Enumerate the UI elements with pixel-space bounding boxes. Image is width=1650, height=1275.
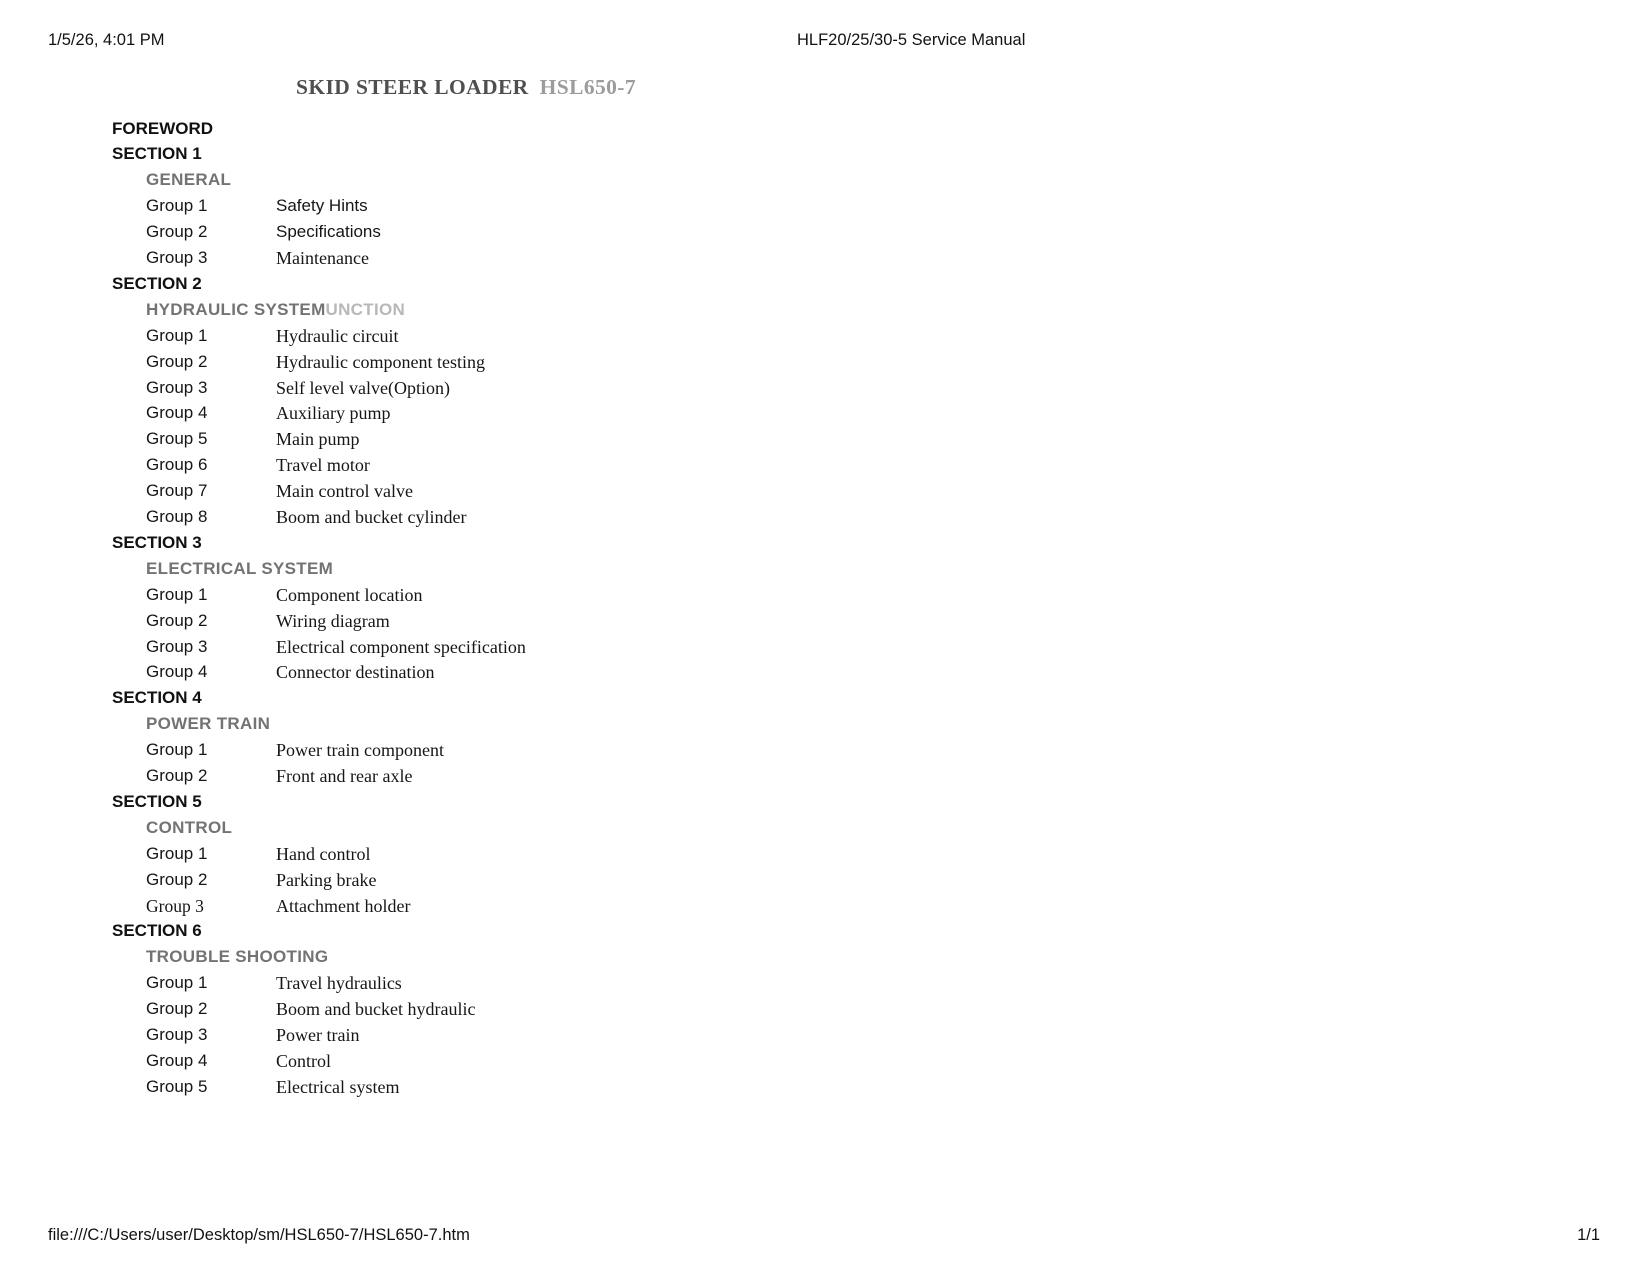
toc-group-description: Control: [276, 1050, 332, 1071]
toc-group-row: [0, 504, 1650, 530]
toc-group-description: Attachment holder: [276, 895, 411, 916]
toc-group-description: Boom and bucket hydraulic: [276, 999, 476, 1020]
toc-section-subheading: [0, 815, 1650, 841]
toc-section-subheading: [0, 167, 1650, 193]
toc-group-row: [0, 659, 1650, 685]
toc-section-heading: [0, 685, 1650, 711]
toc-group-description: Front and rear axle: [276, 766, 413, 786]
toc-section-heading: [0, 789, 1650, 815]
toc-section-heading: [0, 918, 1650, 944]
toc-group-row: [0, 1022, 1650, 1048]
toc-group-description: Travel motor: [276, 455, 370, 476]
toc-group-label: Group 4: [146, 662, 208, 682]
document-title-model: HSL650-7: [539, 75, 637, 99]
toc-group-description: Hydraulic component testing: [276, 351, 485, 372]
toc-group-label: Group 4: [146, 403, 208, 423]
toc-group-description: Specifications: [276, 222, 381, 242]
toc-group-label: Group 2: [146, 351, 208, 371]
toc-section-heading-label: SECTION 6: [112, 921, 202, 941]
toc-section-subheading: [0, 944, 1650, 970]
toc-section-subheading-label: POWER TRAIN: [146, 714, 271, 734]
toc-group-row: [0, 1048, 1650, 1074]
toc-group-row: [0, 893, 1650, 919]
toc-group-row: [0, 634, 1650, 660]
toc-group-row: [0, 841, 1650, 867]
toc-group-label: Group 8: [146, 507, 208, 526]
toc-group-row: [0, 582, 1650, 608]
toc-group-label: Group 4: [146, 1050, 208, 1070]
print-footer-file-url: file:///C:/Users/user/Desktop/sm/HSL650-7/HSL650-7.htm: [48, 1226, 470, 1244]
toc-group-label: Group 5: [146, 429, 208, 449]
toc-group-description: Connector destination: [276, 662, 435, 683]
toc-group-description: Hand control: [276, 843, 371, 864]
toc-section-heading: [0, 271, 1650, 297]
toc-group-label: Group 2: [146, 999, 208, 1019]
toc-group-label: Group 3: [146, 636, 208, 656]
toc-group-description: Power train component: [276, 740, 444, 761]
toc-group-description: Wiring diagram: [276, 610, 390, 631]
toc-section-heading: [0, 530, 1650, 556]
toc-section-subheading: [0, 711, 1650, 737]
toc-section-heading-label: SECTION 3: [112, 532, 202, 552]
toc-section-heading-label: SECTION 5: [112, 791, 202, 811]
print-header-doc-title: HLF20/25/30-5 Service Manual: [797, 31, 1026, 49]
toc-group-label: Group 2: [146, 222, 208, 242]
toc-section-subheading: [0, 556, 1650, 582]
toc-group-label: Group 1: [146, 740, 208, 760]
toc-group-label: Group 3: [146, 377, 208, 397]
toc-group-description: Boom and bucket cylinder: [276, 507, 467, 527]
toc-section-heading-label: FOREWORD: [112, 118, 214, 138]
toc-group-row: [0, 349, 1650, 375]
toc-group-label: Group 1: [146, 584, 208, 604]
toc-group-description: Component location: [276, 584, 423, 605]
toc-group-row: [0, 478, 1650, 504]
toc-group-label: Group 1: [146, 196, 208, 216]
toc-group-row: [0, 400, 1650, 426]
toc-group-row: [0, 1074, 1650, 1100]
toc-group-label: Group 1: [146, 843, 208, 863]
toc-section-subheading-label: GENERAL: [146, 170, 232, 190]
toc-section-subheading-label: HYDRAULIC SYSTEMUNCTION: [146, 299, 406, 319]
toc-group-description: Parking brake: [276, 869, 377, 890]
toc-section-heading-label: SECTION 4: [112, 688, 202, 708]
toc-group-row: [0, 996, 1650, 1022]
print-footer-page-indicator: 1/1: [1577, 1226, 1600, 1244]
toc-group-label: Group 7: [146, 481, 208, 501]
toc-group-row: [0, 375, 1650, 401]
toc-group-row: [0, 245, 1650, 271]
toc-group-row: [0, 737, 1650, 763]
toc-section-heading-label: SECTION 2: [112, 273, 202, 293]
toc-section-subheading-label: CONTROL: [146, 817, 233, 837]
toc-group-description: Auxiliary pump: [276, 403, 391, 424]
toc-group-row: [0, 763, 1650, 789]
toc-group-label: Group 1: [146, 973, 208, 993]
toc-group-row: [0, 193, 1650, 219]
toc-group-description: Safety Hints: [276, 196, 368, 216]
toc-group-label: Group 3: [146, 248, 208, 267]
toc-group-description: Hydraulic circuit: [276, 325, 399, 346]
toc-subheading-ghost-text: UNCTION: [325, 299, 406, 319]
toc-group-label: Group 3: [146, 895, 204, 916]
toc-group-row: [0, 970, 1650, 996]
toc-group-description: Maintenance: [276, 248, 369, 268]
toc-group-row: [0, 867, 1650, 893]
toc-section-subheading-label: ELECTRICAL SYSTEM: [146, 558, 334, 578]
toc-group-label: Group 2: [146, 869, 208, 889]
toc-group-row: [0, 323, 1650, 349]
toc-group-description: Power train: [276, 1025, 360, 1045]
toc-group-label: Group 3: [146, 1025, 208, 1044]
toc-group-description: Main control valve: [276, 481, 413, 502]
toc-group-description: Self level valve(Option): [276, 377, 450, 398]
toc-group-row: [0, 426, 1650, 452]
toc-section-heading-label: SECTION 1: [112, 144, 202, 164]
toc-section-heading: [0, 141, 1650, 167]
toc-group-row: [0, 452, 1650, 478]
toc-group-row: [0, 219, 1650, 245]
toc-group-label: Group 1: [146, 325, 208, 345]
print-header-datetime: 1/5/26, 4:01 PM: [48, 31, 165, 49]
toc-group-label: Group 6: [146, 455, 208, 475]
toc-section-heading: [0, 116, 1650, 142]
toc-group-label: Group 2: [146, 610, 208, 630]
document-title-main: SKID STEER LOADER: [296, 75, 529, 99]
toc-group-description: Main pump: [276, 429, 360, 450]
toc-section-subheading: [0, 297, 1650, 323]
toc-group-label: Group 5: [146, 1076, 208, 1096]
toc-section-subheading-label: TROUBLE SHOOTING: [146, 947, 329, 967]
toc-group-row: [0, 608, 1650, 634]
toc-group-description: Electrical component specification: [276, 636, 526, 657]
toc-group-description: Travel hydraulics: [276, 973, 402, 994]
toc-group-description: Electrical system: [276, 1076, 400, 1097]
toc-group-label: Group 2: [146, 766, 208, 785]
